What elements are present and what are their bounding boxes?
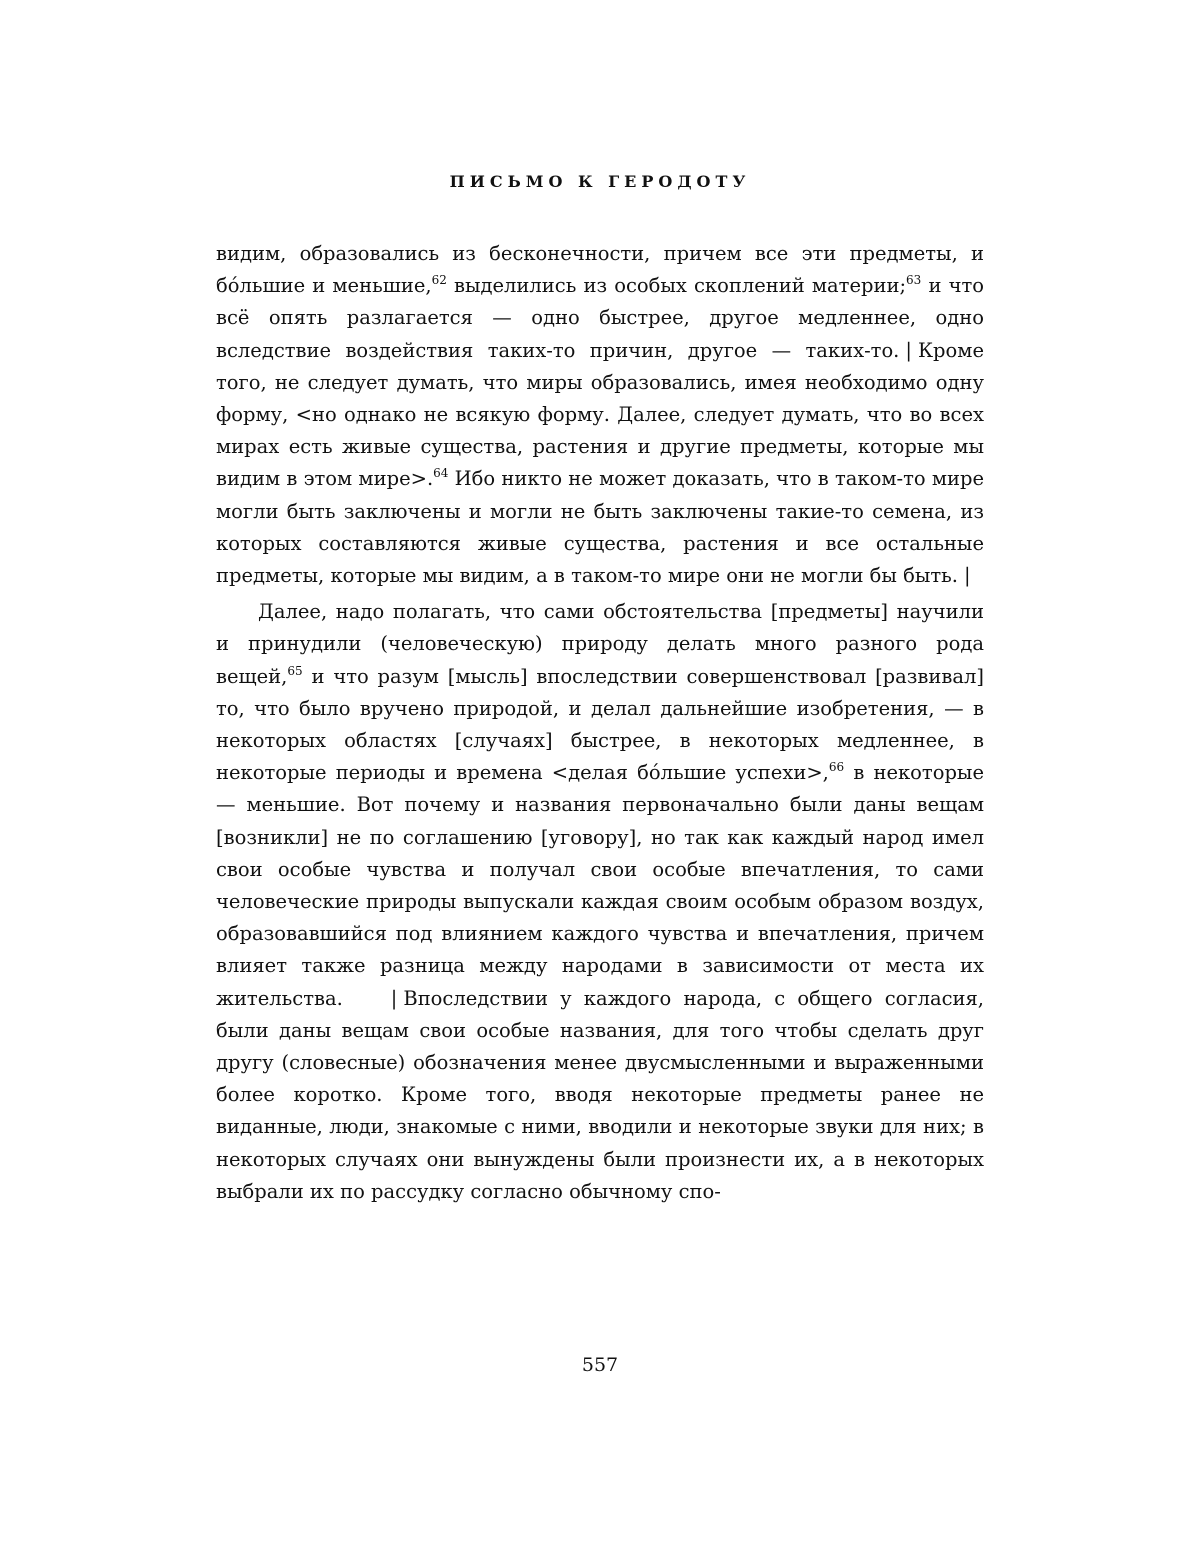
section-mark: | [963, 564, 971, 588]
p1-sentence-1: видим, образовались из бесконечности, причем все эти предметы, и бóльшие и меньшие, [216, 242, 984, 298]
footnote-ref-65: 65 [287, 663, 303, 678]
p1-sentence-5: Ибо никто не может доказать, что в таком-то мире могли быть заключены и могли не быть заключены такие-то семена, из которых составляются живые существа, растения и все остальные предметы, которые мы видим, а в таком-то мире они не могли бы быть. [216, 467, 985, 588]
footnote-ref-64: 64 [433, 466, 449, 481]
p2-sentence-4: Впоследствии у каждого народа, с общего согласия, были даны вещам свои особые названия, для того чтобы сделать друг другу (словесные) обозначения менее двусмысленными и выраженными более коротко. Кроме того, вводя некоторые предметы ранее не виданные, люди, знакомые с ними, вводили и некоторые звуки для них; в некоторых случаях они вынуждены были произнести их, а в некоторых выбрали их по рассудку согласно обычному спо- [216, 986, 984, 1203]
body-text [216, 238, 984, 1208]
footnote-ref-66: 66 [828, 760, 845, 775]
running-head: ПИСЬМО К ГЕРОДОТУ [449, 172, 751, 191]
p1-sentence-4: Кроме того, не следует думать, что миры образовались, имея необходимо одну форму, <но однако не всякую форму. Далее, следует думать, что во всех мирах есть живые существа, растения и другие предметы, которые мы видим в этом мире>. [216, 338, 984, 491]
page-number: 557 [581, 1354, 619, 1376]
p2-sentence-1: Далее, надо полагать, что сами обстоятельства [предметы] научили и принудили (человеческую) природу делать много разного рода вещей, [216, 600, 984, 688]
section-mark: | [905, 338, 912, 362]
paragraph-1 [216, 238, 984, 592]
paragraph-2 [216, 596, 984, 1208]
footnote-ref-62: 62 [431, 273, 447, 288]
p2-sentence-2: и что разум [мысль] впоследствии совершенствовал [развивал] то, что было вручено природой, и делал дальнейшие изобретения, — в некоторых областях [случаях] быстрее, в некоторых медленнее, в некоторые периоды и времена <делая бóльшие успехи>, [216, 664, 984, 785]
p2-sentence-3: в некоторые — меньшие. Вот почему и названия первоначально были даны вещам [возникли] не по соглашению [уговору], но так как каждый народ имел свои особые чувства и получал свои особые впечатления, то сами человеческие природы выпускали каждая своим особым образом воздух, образовавшийся под влиянием каждого чувства и впечатления, причем влияет также разница между народами в зависимости от места их жительства. [216, 761, 984, 1010]
p1-sentence-3: и что всё опять разлагается — одно быстрее, другое медленнее, одно вследствие воздействия таких-то причин, другое — таких-то. [216, 274, 984, 362]
footnote-ref-63: 63 [906, 273, 922, 288]
section-mark: | [390, 986, 398, 1010]
p1-sentence-2: выделились из особых скоплений материи; [446, 274, 907, 298]
